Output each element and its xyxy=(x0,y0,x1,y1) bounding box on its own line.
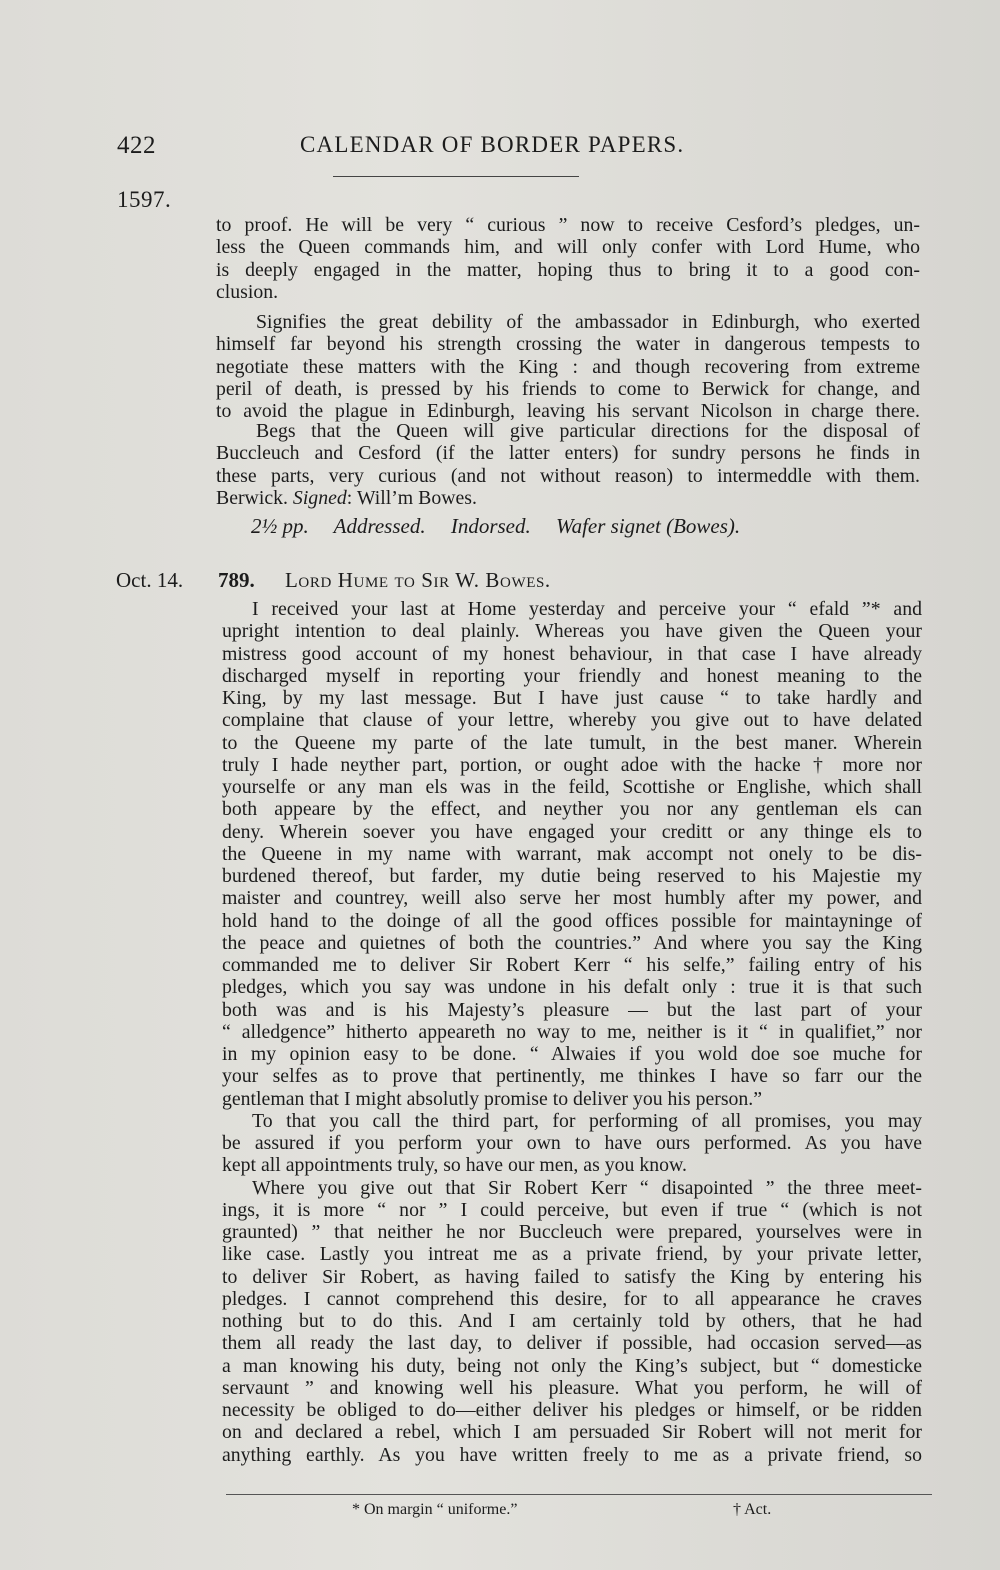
letter-line: yourselfe or any man els was in the feild, Scottishe or Englishe, which shall xyxy=(222,776,922,798)
text-line: Buccleuch and Cesford (if the latter enters) for sundry persons he finds in xyxy=(216,442,920,465)
letter-line: them all ready the last day, to deliver if possible, had occasion served—as xyxy=(222,1332,922,1355)
letter-line: the Queene in my name with warrant, mak accompt not onely to be dis- xyxy=(222,842,922,865)
signed-label: Signed xyxy=(292,486,347,509)
letter-line: ings, it is more “ nor ” I could perceive, but even if true “ (which is not xyxy=(222,1198,922,1221)
letter-line: upright intention to deal plainly. Whereas you have given the Queen your xyxy=(222,620,922,643)
letter-line: the peace and quietnes of both the countries.” And where you say the King xyxy=(222,931,922,954)
letter-line: your selfes as to prove that pertinently, me thinkes I have so farr our the xyxy=(222,1065,922,1088)
signature: : Will’m Bowes. xyxy=(346,486,477,509)
text-line: Begs that the Queen will give particular directions for the disposal of xyxy=(256,420,920,442)
text-line: to proof. He will be very “ curious ” now to receive Cesford’s pledges, un- xyxy=(216,214,920,236)
letter-line: pledges. I cannot comprehend this desire, for to all appearance he craves xyxy=(222,1287,922,1310)
letter-line: to deliver Sir Robert, as having failed to satisfy the King by entering his xyxy=(222,1265,922,1288)
text-line: peril of death, is pressed by his friends to come to Berwick for change, and xyxy=(216,377,920,400)
letter-line: discharged myself in reporting your friendly and honest meaning to the xyxy=(222,664,922,687)
text-line: himself far beyond his strength crossing the water in dangerous tempests to xyxy=(216,333,920,356)
letter-line: both was and is his Majesty’s pleasure — but the last part of your xyxy=(222,998,922,1021)
letter-line: truly I hade neyther part, portion, or ought adoe with the hacke † more nor xyxy=(222,753,922,776)
letter-line: I received your last at Home yesterday and perceive your “ efald ”* and xyxy=(252,598,922,620)
entry-title xyxy=(285,568,551,593)
extent-indorsed: Indorsed. xyxy=(450,514,531,538)
letter-line: graunted) ” that neither he nor Buccleuch were prepared, yourselves were in xyxy=(222,1221,922,1243)
letter-line: necessity be obliged to do—either deliver his pledges or himself, or be ridden xyxy=(222,1399,922,1421)
letter-line: to the Queene my parte of the late tumult, in the best maner. Wherein xyxy=(222,731,922,754)
letter-line: hold hand to the doinge of all the good offices possible for maintayninge of xyxy=(222,909,922,932)
letter-line: complaine that clause of your lettre, whereby you give out to have delated xyxy=(222,709,922,732)
letter-line: a man knowing his duty, being not only the King’s subject, but “ domesticke xyxy=(222,1354,922,1377)
entry-title-text: Lord Hume to Sir W. Bowes. xyxy=(285,568,551,592)
letter-body xyxy=(222,598,922,1466)
entry-number: 789. xyxy=(218,568,255,592)
page-number: 422 xyxy=(117,132,156,159)
letter-line: be assured if you perform your own to have ours performed. As you have xyxy=(222,1132,922,1154)
text-line: less the Queen commands him, and will only confer with Lord Hume, who xyxy=(216,236,920,259)
extent-seal: Wafer signet (Bowes). xyxy=(556,514,741,538)
letter-line: maister and countrey, weill also serve her most humbly after my power, and xyxy=(222,887,922,910)
entry-date: Oct. 14. xyxy=(116,568,184,592)
letter-line: servaunt ” and knowing well his pleasure. What you perform, he will of xyxy=(222,1376,922,1399)
document-extent xyxy=(251,514,740,539)
paragraph-directions xyxy=(216,420,920,509)
paragraph-ambassador xyxy=(216,311,920,422)
letter-line: Where you give out that Sir Robert Kerr “ disapointed ” the three meet- xyxy=(252,1176,922,1199)
signature-line xyxy=(216,487,920,509)
text-line: is deeply engaged in the matter, hoping thus to bring it to a good con- xyxy=(216,258,920,281)
letter-line: pledges, which you say was undone in his defalt only : true it is that such xyxy=(222,976,922,999)
letter-line: gentleman that I might absolutly promise to deliver you his person.” xyxy=(222,1087,763,1110)
letter-line: anything earthly. As you have written freely to me as a private friend, so xyxy=(222,1443,922,1466)
running-title: CALENDAR OF BORDER PAPERS. xyxy=(300,132,685,157)
header-rule xyxy=(333,176,579,177)
paragraph-proof xyxy=(216,214,920,303)
letter-line: To that you call the third part, for performing of all promises, you may xyxy=(252,1109,922,1132)
place-name: Berwick. xyxy=(216,486,288,509)
text-line: negotiate these matters with the King : and though recovering from extreme xyxy=(216,355,920,378)
letter-line: commanded me to deliver Sir Robert Kerr “ his selfe,” failing entry of his xyxy=(222,954,922,976)
letter-line: mistress good account of my honest behaviour, in that case I have already xyxy=(222,642,922,665)
letter-line: kept all appointments truly, so have our men, as you know. xyxy=(222,1154,687,1177)
running-head xyxy=(117,132,717,168)
text-line: to avoid the plague in Edinburgh, leaving his servant Nicolson in charge there. xyxy=(216,400,920,423)
letter-line: “ alledgence” hitherto appeareth no way to me, neither is it “ in qualifiet,” nor xyxy=(222,1020,922,1043)
letter-line: in my opinion easy to be done. “ Alwaies if you wold doe soe muche for xyxy=(222,1043,922,1065)
letter-line: both appeare by the effect, and neyther you nor any gentleman els can xyxy=(222,798,922,821)
text-line: these parts, very curious (and not without reason) to intermeddle with them. xyxy=(216,464,920,487)
text-line: clusion. xyxy=(216,280,279,303)
letter-line: deny. Wherein soever you have engaged your creditt or any thinge els to xyxy=(222,820,922,843)
letter-line: nothing but to do this. And I am certainly told by others, that he had xyxy=(222,1310,922,1332)
footnote-act: † Act. xyxy=(733,1501,772,1518)
letter-line: like case. Lastly you intreat me as a private friend, by your private letter, xyxy=(222,1243,922,1266)
letter-line: King, by my last message. But I have just cause “ to take hardly and xyxy=(222,687,922,709)
footnote-margin: * On margin “ uniforme.” xyxy=(352,1501,518,1518)
text-line: Signifies the great debility of the ambassador in Edinburgh, who exerted xyxy=(256,311,920,333)
footnote-rule xyxy=(226,1494,932,1495)
year-marker: 1597. xyxy=(117,187,172,212)
letter-line: on and declared a rebel, which I am persuaded Sir Robert will not merit for xyxy=(222,1421,922,1444)
letter-line: burdened thereof, but farder, my dutie being reserved to his Majestie my xyxy=(222,865,922,887)
extent-pages: 2½ pp. xyxy=(251,514,309,538)
extent-addressed: Addressed. xyxy=(333,514,426,538)
